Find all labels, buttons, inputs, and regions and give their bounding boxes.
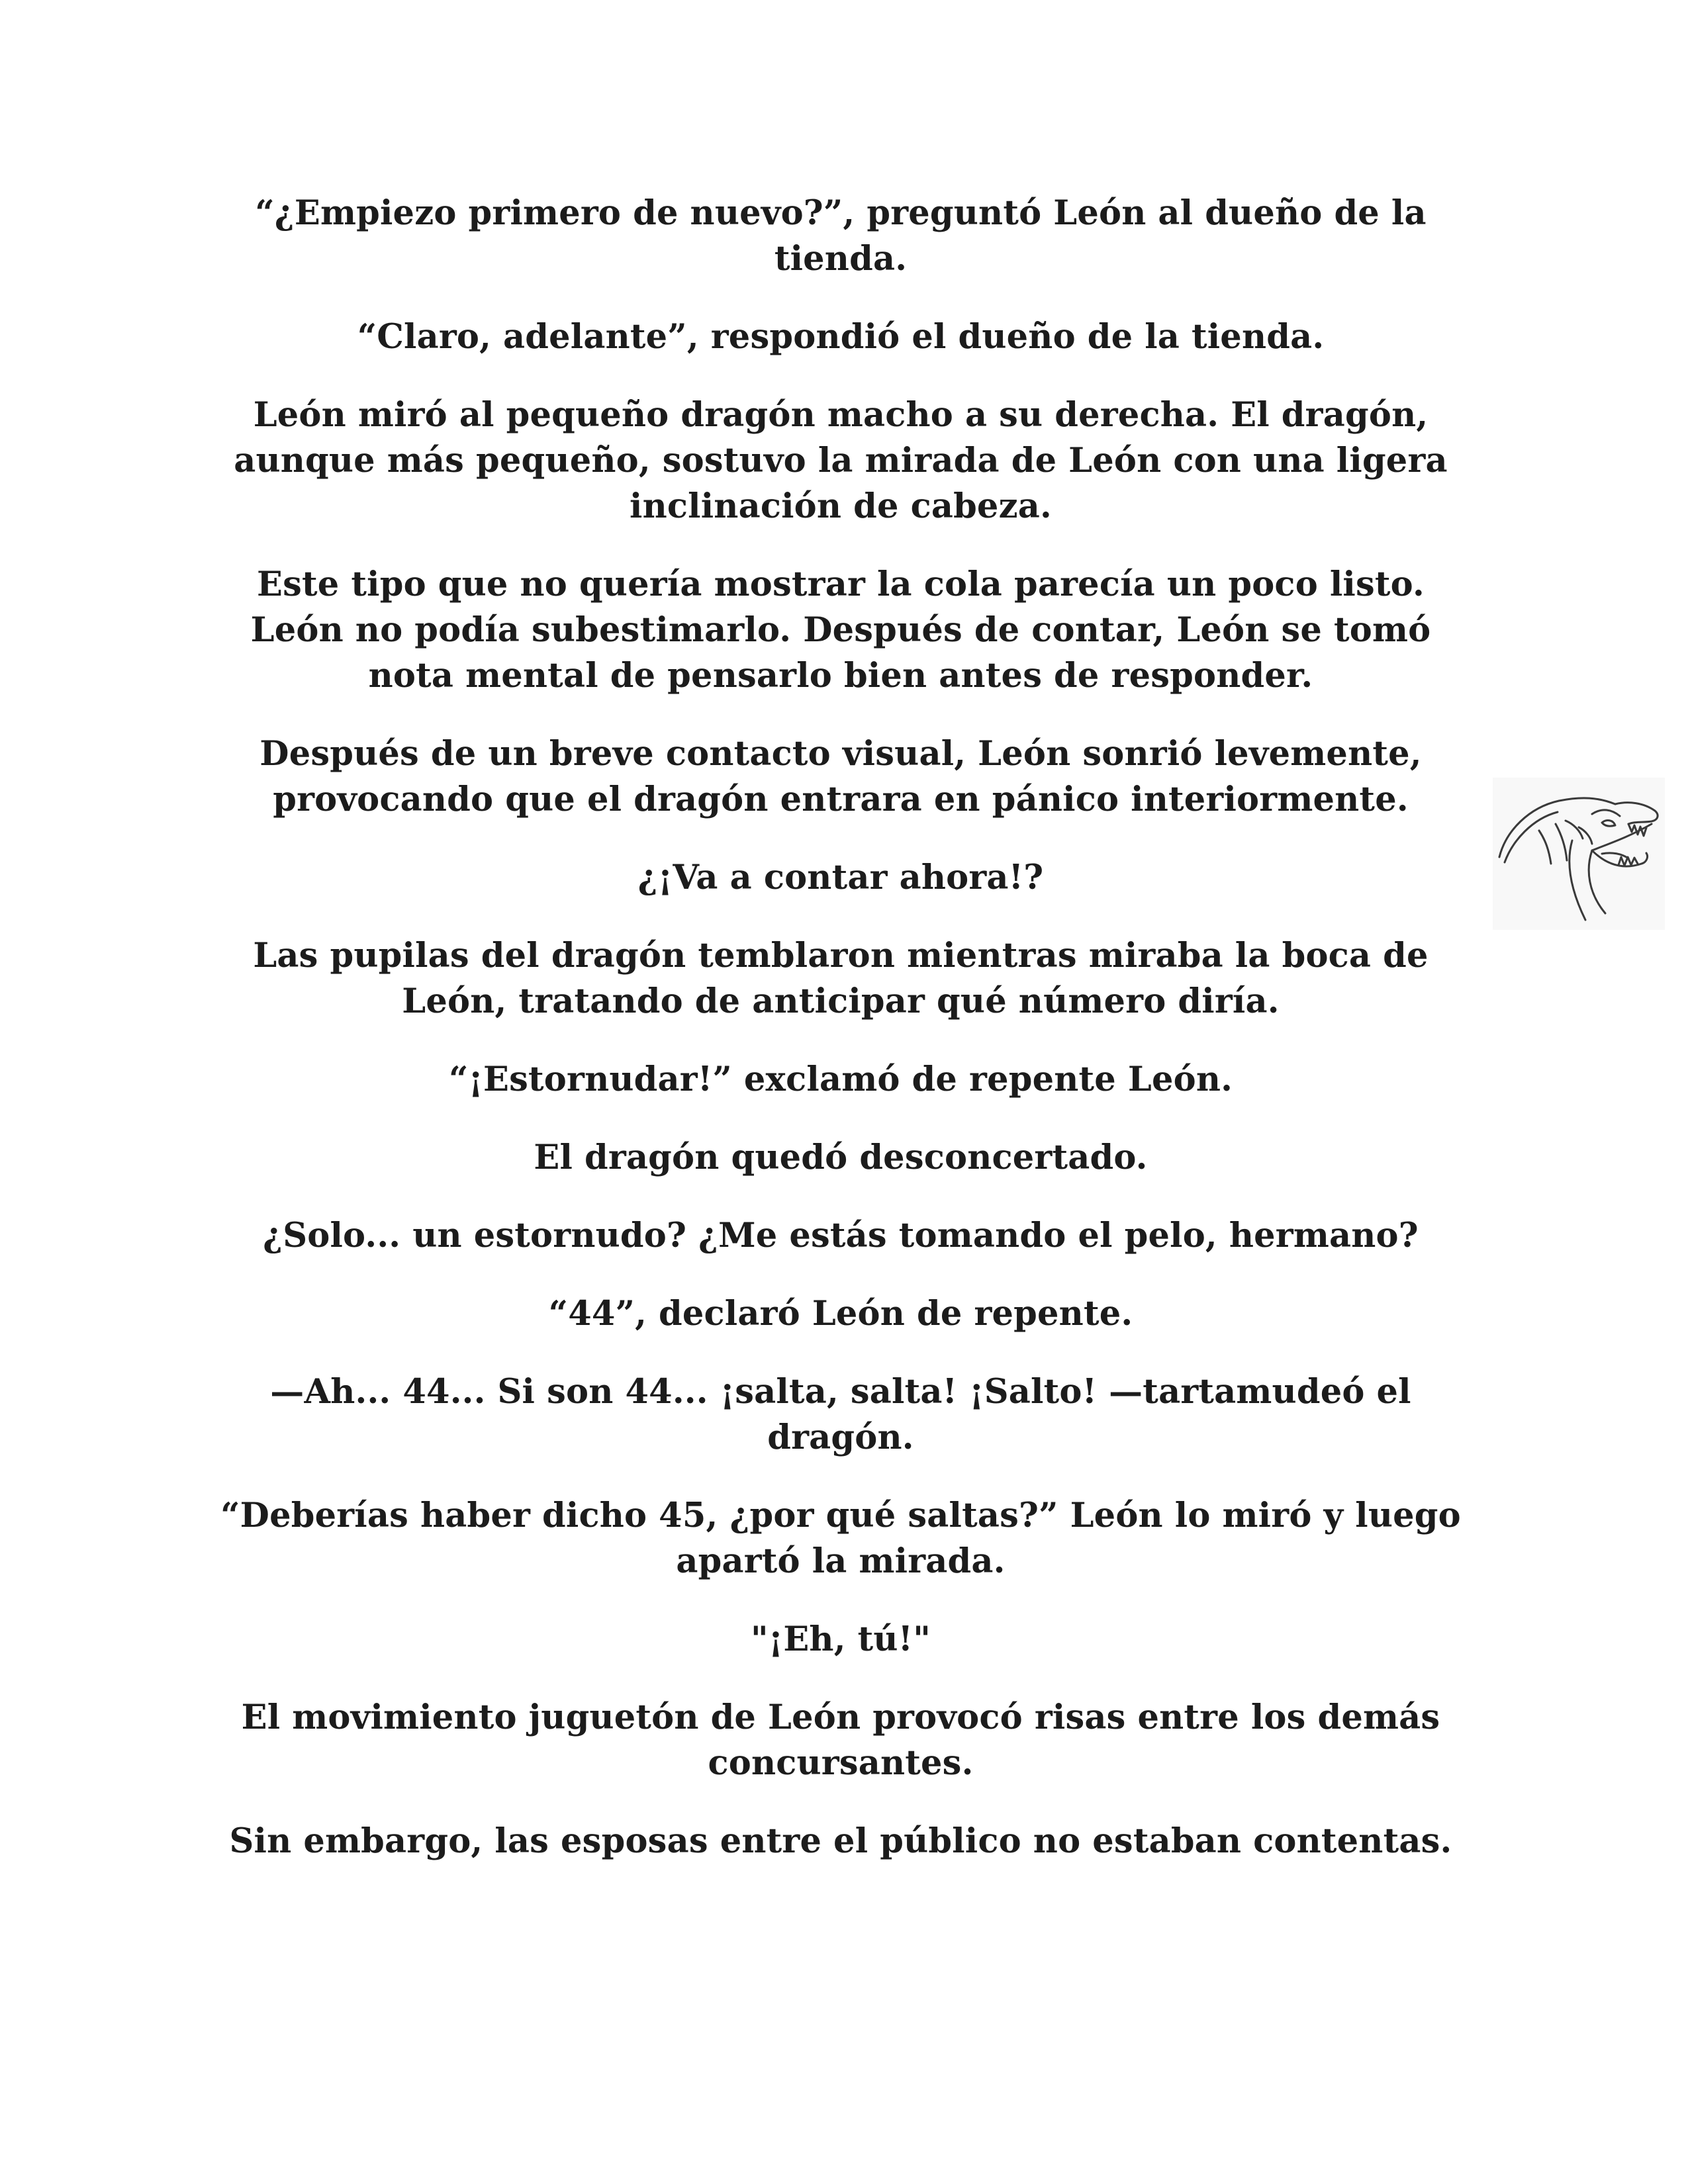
- paragraph-14: "¡Eh, tú!": [750, 1619, 931, 1659]
- paragraph-13: “Deberías haber dicho 45, ¿por qué saltas?” León lo miró y luego apartó la mirada.: [220, 1496, 1461, 1581]
- paragraph-1: “¿Empiezo primero de nuevo?”, preguntó León al dueño de la tienda.: [255, 193, 1427, 279]
- paragraph-11: “44”, declaró León de repente.: [548, 1294, 1133, 1334]
- paragraph-9: El dragón quedó desconcertado.: [534, 1138, 1148, 1177]
- paragraph-10: ¿Solo... un estornudo? ¿Me estás tomando el pelo, hermano?: [263, 1216, 1419, 1255]
- paragraph-8: “¡Estornudar!” exclamó de repente León.: [448, 1060, 1233, 1099]
- paragraph-5: Después de un breve contacto visual, León sonrió levemente, provocando que el dragón entrara en pánico interiormente.: [259, 734, 1422, 819]
- paragraph-15: El movimiento juguetón de León provocó risas entre los demás concursantes.: [241, 1698, 1440, 1783]
- paragraph-12: —Ah... 44... Si son 44... ¡salta, salta! ¡Salto! —tartamudeó el dragón.: [270, 1372, 1411, 1457]
- paragraph-3: León miró al pequeño dragón macho a su derecha. El dragón, aunque más pequeño, sostuvo la mirada de León con una ligera inclinación de cabeza.: [234, 395, 1448, 526]
- paragraph-16: Sin embargo, las esposas entre el público no estaban contentas.: [229, 1821, 1452, 1861]
- paragraph-6: ¿¡Va a contar ahora!?: [637, 858, 1044, 897]
- story-text: [218, 191, 1463, 1897]
- paragraph-4: Este tipo que no quería mostrar la cola parecía un poco listo. León no podía subestimarlo. Después de contar, León se tomó nota mental de pensarlo bien antes de responder.: [250, 565, 1431, 696]
- paragraph-2: “Claro, adelante”, respondió el dueño de la tienda.: [357, 317, 1325, 357]
- dragon-head-icon: [1493, 778, 1665, 930]
- paragraph-7: Las pupilas del dragón temblaron mientras miraba la boca de León, tratando de anticipar qué número diría.: [253, 936, 1429, 1021]
